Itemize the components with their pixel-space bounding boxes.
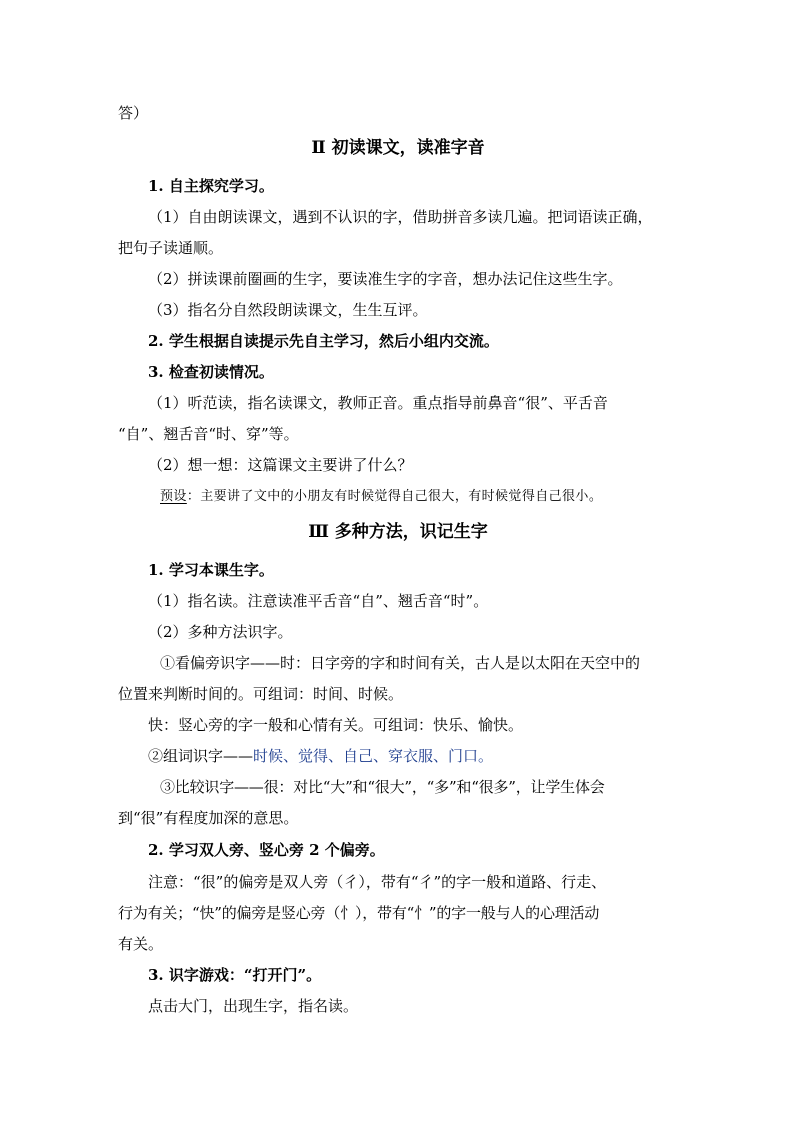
paragraph: （1）指名读。注意读准平舌音“自”、翘舌音“时”。 [148,592,489,610]
note-text: 注意：“很”的偏旁是双人旁（彳），带有“彳”的字一般和道路、行走、 [148,873,607,891]
word-group-prefix: ②组词识字—— [148,747,254,765]
paragraph: （1）自由朗读课文，遇到不认识的字，借助拼音多读几遍。把词语读正确， [148,208,653,226]
fragment-text: 答） [118,104,149,122]
item-title: 3. 检查初读情况。 [148,363,274,381]
paragraph: 快：竖心旁的字一般和心情有关。可组词：快乐、愉快。 [148,716,524,734]
preset-label: 预设 [160,489,187,504]
preset-answer [160,487,690,507]
paragraph: （2）想一想：这篇课文主要讲了什么？ [148,456,413,474]
paragraph [148,746,708,766]
note-text: 行为有关；“快”的偏旁是竖心旁（忄），带有“忄”的字一般与人的心理活动 [118,904,600,922]
item-title: 2. 学习双人旁、竖心旁 2 个偏旁。 [148,841,385,859]
paragraph: ③比较识字——很：对比“大”和“很大”，“多”和“很多”，让学生体会 [160,778,605,796]
note-text: 有关。 [118,935,164,953]
section-heading-2: Ⅱ 初读课文，读准字音 [311,138,485,158]
preset-text: ：主要讲了文中的小朋友有时候觉得自己很大，有时候觉得自己很小。 [186,489,603,504]
paragraph: ①看偏旁识字——时：日字旁的字和时间有关，古人是以太阳在天空中的 [160,654,641,672]
paragraph: （1）听范读，指名读课文，教师正音。重点指导前鼻音“很”、平舌音 [148,394,608,412]
item-title: 2. 学生根据自读提示先自主学习，然后小组内交流。 [148,332,499,350]
item-title: 1. 自主探究学习。 [148,177,274,195]
section-heading-3: Ⅲ 多种方法，识记生字 [308,522,488,542]
paragraph: （2）多种方法识字。 [148,623,293,641]
paragraph: 点击大门，出现生字，指名读。 [148,997,359,1015]
item-title: 1. 学习本课生字。 [148,561,274,579]
paragraph-continuation: “自”、翘舌音“时、穿”等。 [118,425,299,443]
paragraph-continuation: 到“很”有程度加深的意思。 [118,809,299,827]
word-group-list: 时候、觉得、自己、穿衣服、门口。 [253,747,494,765]
paragraph-continuation: 位置来判断时间的。可组词：时间、时候。 [118,685,404,703]
paragraph: （2）拼读课前圈画的生字，要读准生字的字音，想办法记住这些生字。 [148,270,623,288]
paragraph-continuation: 把句子读通顺。 [118,239,224,257]
item-title: 3. 识字游戏：“打开门”。 [148,966,322,984]
paragraph: （3）指名分自然段朗读课文，生生互评。 [148,301,428,319]
